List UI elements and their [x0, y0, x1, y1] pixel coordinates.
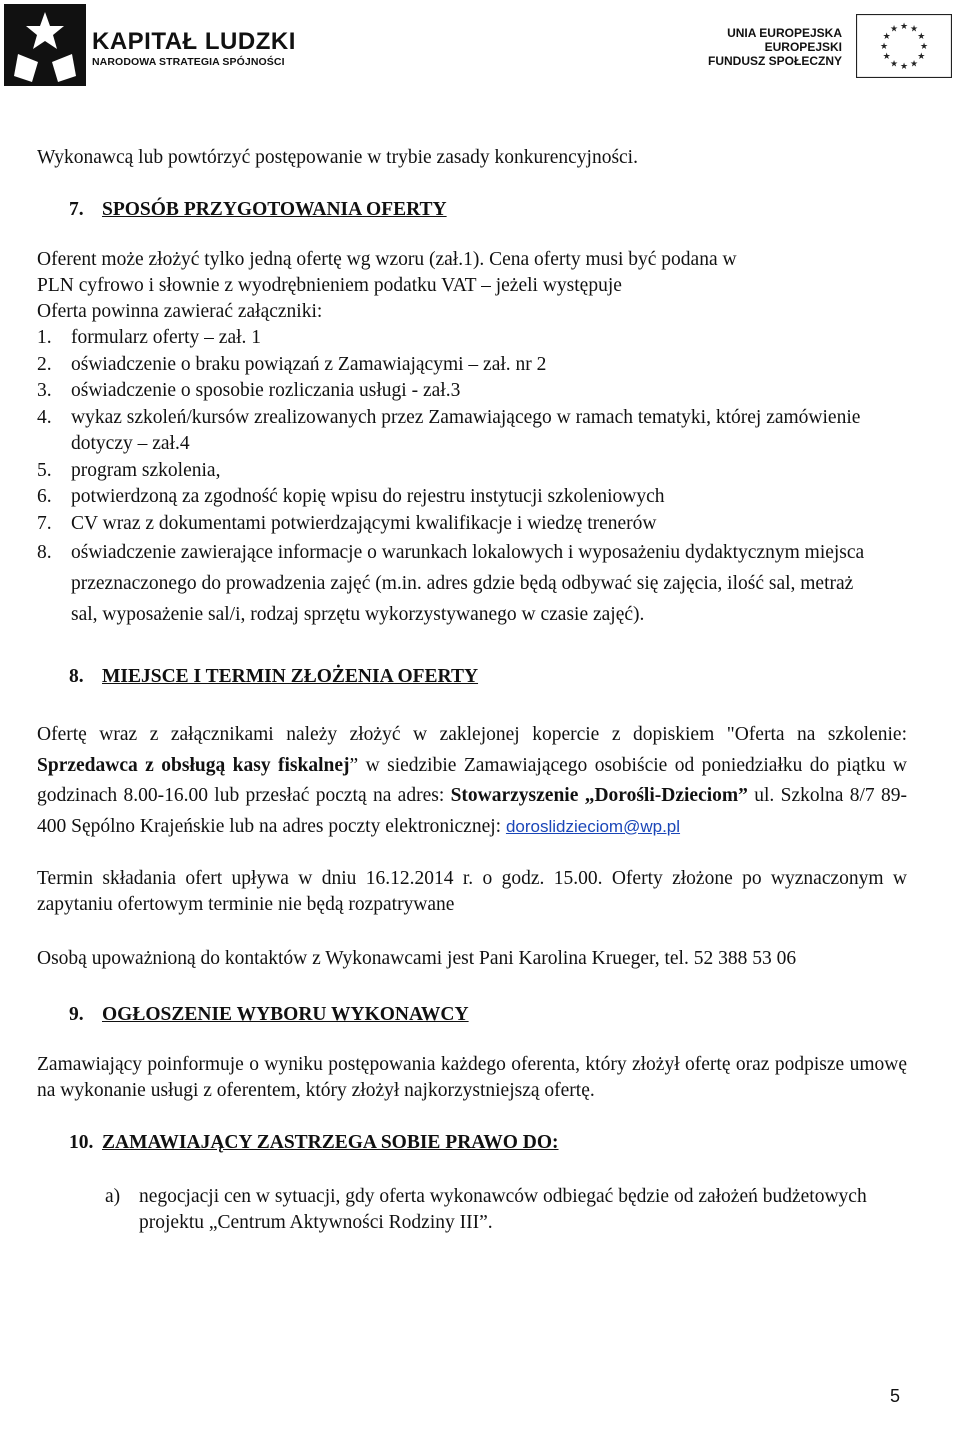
svg-text:★: ★ [882, 32, 891, 42]
section-9-heading [37, 1002, 907, 1028]
list-item: 4. wykaz szkoleń/kursów zrealizowanych przez Zamawiającego w ramach tematyki, której zamówienie dotyczy – zał.4 [37, 406, 861, 454]
attachments-list [37, 325, 907, 630]
list-item: 5. program szkolenia, [37, 459, 221, 481]
logo-title: KAPITAŁ LUDZKI [92, 28, 296, 55]
section-10-number: 10. [69, 1132, 94, 1153]
section-9-number: 9. [69, 1004, 84, 1025]
section-10-title: ZAMAWIAJĄCY ZASTRZEGA SOBIE PRAWO DO: [102, 1132, 559, 1153]
eu-line-3: FUNDUSZ SPOŁECZNY [707, 54, 842, 68]
document-body [37, 145, 907, 1236]
section-7-line-1: Oferent może złożyć tylko jedną ofertę wg wzoru (zał.1). Cena oferty musi być podana w [37, 249, 737, 270]
section-8-paragraph-3: Osobą upoważnioną do kontaktów z Wykonawcami jest Pani Karolina Krueger, tel. 52 388 53 06 [37, 948, 797, 969]
item-a-text: negocjacji cen w sytuacji, gdy oferta wykonawców odbiegać będzie od założeń budżetowych projektu „Centrum Aktywności Rodziny III”. [139, 1186, 867, 1233]
svg-text:★: ★ [889, 59, 899, 70]
section-8-paragraph-1: Ofertę wraz z załącznikami należy złożyć w zaklejonej kopercie z dopiskiem "Oferta na szkolenie: Sprzedawca z obsługą kasy fiskalnej” w siedzibie Zamawiającego osobiście od poniedziałku do piątku w godzinach 8.00-16.00 lub przesłać pocztą na adres: Stowarzyszenie „Dorośli-Dzieciom” ul. Szkolna 8/7 89-400 Sępólno Krajeńskie lub na adres poczty elektronicznej: doroslidzieciom@wp.pl [37, 724, 907, 837]
svg-text:★: ★ [889, 24, 899, 35]
email-link[interactable]: doroslidzieciom@wp.pl [505, 816, 681, 836]
intro-line: Wykonawcą lub powtórzyć postępowanie w trybie zasady konkurencyjności. [37, 147, 638, 168]
svg-text:★: ★ [882, 52, 891, 62]
list-item: 2. oświadczenie o braku powiązań z Zamawiającymi – zał. nr 2 [37, 353, 547, 375]
eu-line-1: UNIA EUROPEJSKA [727, 26, 842, 40]
eu-logo-text [708, 26, 842, 68]
eu-flag-icon [856, 14, 952, 78]
section-7-title: SPOSÓB PRZYGOTOWANIA OFERTY [102, 199, 447, 220]
section-9-title: OGŁOSZENIE WYBORU WYKONAWCY [102, 1004, 469, 1025]
list-item: 7. CV wraz z dokumentami potwierdzającymi kwalifikacje i wiedzę trenerów [37, 512, 657, 534]
svg-text:★: ★ [917, 32, 926, 42]
section-7-line-2: PLN cyfrowo i słownie z wyodrębnieniem podatku VAT – jeżeli występuje [37, 275, 622, 296]
list-item: 3. oświadczenie o sposobie rozliczania usługi - zał.3 [37, 380, 461, 401]
kapital-ludzki-logo-text [92, 28, 296, 69]
svg-text:★: ★ [899, 22, 909, 32]
svg-text:★: ★ [909, 24, 919, 35]
section-9-paragraph: Zamawiający poinformuje o wyniku postępowania każdego oferenta, który złożył ofertę oraz podpisze umowę na wykonanie usługi z oferentem, który złożył najkorzystniejszą ofertę. [37, 1054, 907, 1101]
section-8-paragraph-2: Termin składania ofert upływa w dniu 16.12.2014 r. o godz. 15.00. Oferty złożone po wyznaczonym w zapytaniu ofertowym terminie nie będą rozpatrywane [37, 868, 907, 915]
list-item: 6. potwierdzoną za zgodność kopię wpisu do rejestru instytucji szkoleniowych [37, 486, 665, 507]
page-number: 5 [890, 1386, 901, 1406]
svg-text:★: ★ [879, 42, 889, 52]
kapital-ludzki-logo-icon [4, 4, 86, 86]
section-7-body [37, 247, 907, 325]
svg-text:★: ★ [909, 59, 919, 70]
list-item: 1. formularz oferty – zał. 1 [37, 327, 262, 348]
section-8-title: MIEJSCE I TERMIN ZŁOŻENIA OFERTY [102, 666, 479, 687]
page-header [0, 0, 960, 95]
section-7-heading [37, 197, 907, 223]
section-10-heading [37, 1130, 907, 1156]
eu-line-2: EUROPEJSKI [764, 40, 842, 54]
svg-text:★: ★ [899, 62, 909, 72]
svg-text:★: ★ [917, 52, 926, 62]
item-a-label: a) [105, 1186, 121, 1207]
list-item: 8. oświadczenie zawierające informacje o warunkach lokalowych i wyposażeniu dydaktycznym miejsca przeznaczonego do prowadzenia zajęć (m.in. adres gdzie będą odbywać się zajęcia, ilość sal, metraż sal, wyposażenie sal/i, rodzaj sprzętu wykorzystywanego w czasie zajęć). [37, 542, 865, 625]
section-8-number: 8. [69, 666, 84, 687]
logo-subtitle: NARODOWA STRATEGIA SPÓJNOŚCI [92, 56, 285, 68]
section-10-item-a [37, 1184, 907, 1236]
section-7-line-3: Oferta powinna zawierać załączniki: [37, 301, 323, 322]
section-7-number: 7. [69, 199, 84, 220]
svg-text:★: ★ [919, 42, 929, 52]
section-8-heading [37, 664, 907, 690]
